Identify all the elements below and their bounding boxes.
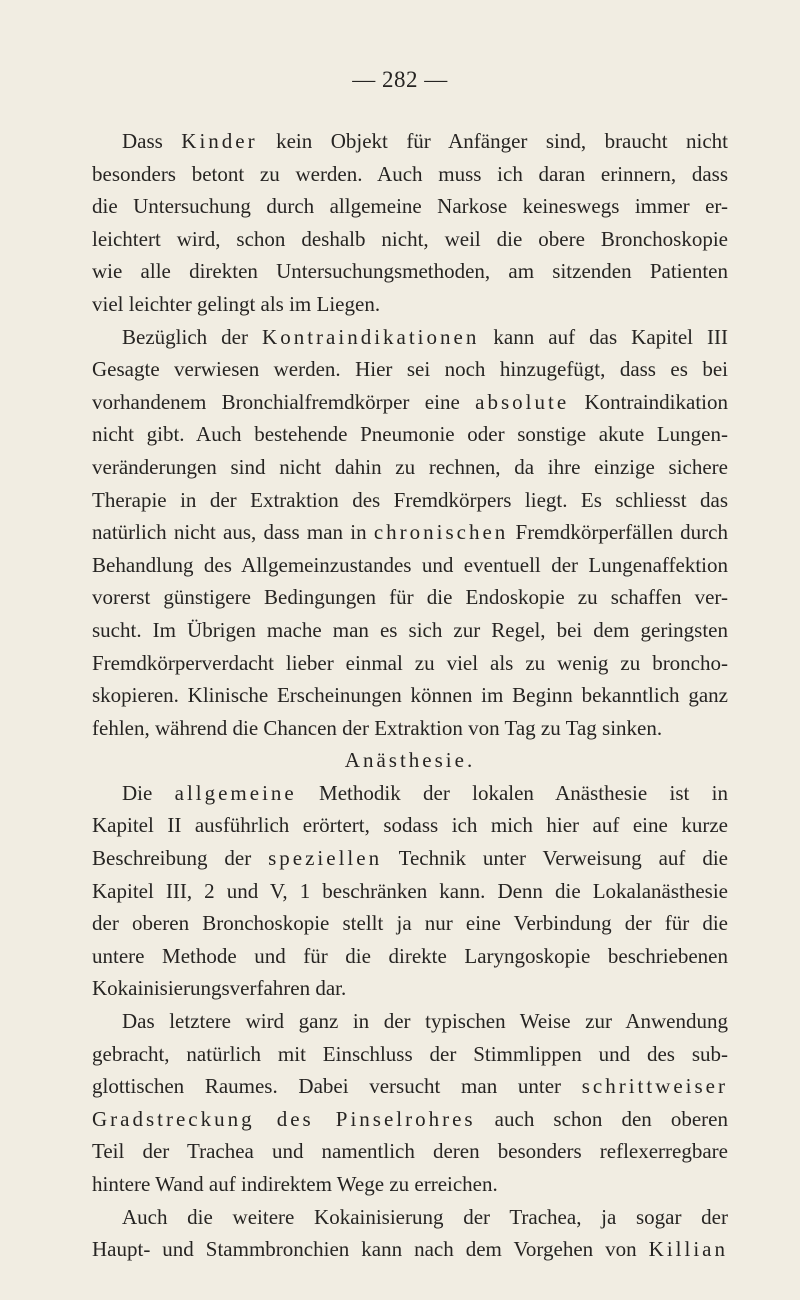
text-segment: auch schon den oberen bbox=[475, 1106, 728, 1131]
text-segment: Kontraindikation bbox=[569, 389, 728, 414]
text-line bbox=[92, 647, 728, 680]
emphasized-text: allgemeine bbox=[174, 780, 297, 805]
text-segment: Dass bbox=[122, 129, 182, 153]
text-line bbox=[92, 451, 728, 484]
text-line bbox=[92, 321, 728, 354]
text-line bbox=[92, 255, 728, 288]
text-segment: besonders betont zu werden. Auch muss ich daran erinnern, dass bbox=[92, 161, 728, 186]
text-line bbox=[92, 581, 728, 614]
text-line bbox=[92, 972, 728, 1005]
emphasized-text: Killian bbox=[648, 1237, 728, 1262]
text-line bbox=[92, 1070, 728, 1103]
text-segment: der oberen Bronchoskopie stellt ja nur eine Verbindung der für die bbox=[92, 911, 728, 936]
text-line bbox=[92, 223, 728, 256]
text-segment: Die bbox=[122, 780, 175, 805]
page-number: — 282 — bbox=[352, 67, 448, 92]
text-segment: sucht. Im Übrigen mache man es sich zur Regel, bei dem geringsten bbox=[92, 617, 728, 642]
text-segment: wie alle direkten Untersuchungsmethoden, am sitzenden Patienten bbox=[92, 259, 728, 284]
text-segment: Gesagte verwiesen werden. Hier sei noch hinzugefügt, dass es bei bbox=[92, 357, 728, 382]
text-line bbox=[92, 1038, 728, 1071]
emphasized-text: schrittweiser bbox=[581, 1074, 728, 1099]
text-segment: Teil der Trachea und namentlich deren besonders reflexerregbare bbox=[92, 1139, 728, 1164]
text-line bbox=[92, 1168, 728, 1201]
text-segment: hintere Wand auf indirektem Wege zu erreichen. bbox=[92, 1172, 498, 1196]
text-line bbox=[92, 875, 728, 908]
text-segment: glottischen Raumes. Dabei versucht man unter bbox=[92, 1074, 582, 1099]
text-line bbox=[92, 777, 728, 810]
text-segment: viel leichter gelingt als im Liegen. bbox=[92, 291, 381, 316]
body-text bbox=[92, 125, 728, 1266]
text-segment: vorerst günstigere Bedingungen für die Endoskopie zu schaffen ver- bbox=[92, 585, 728, 610]
text-line bbox=[92, 125, 728, 158]
text-segment: Anästhesie. bbox=[344, 748, 476, 773]
text-line bbox=[92, 1201, 728, 1234]
emphasized-text: Kinder bbox=[181, 129, 258, 153]
text-segment: fehlen, während die Chancen der Extraktion von Tag zu Tag sinken. bbox=[92, 715, 663, 740]
text-segment: Fremdkörperverdacht lieber einmal zu viel als zu wenig zu broncho- bbox=[92, 650, 728, 675]
text-line bbox=[92, 1233, 728, 1266]
text-line bbox=[92, 158, 728, 191]
text-line bbox=[92, 679, 728, 712]
text-line bbox=[92, 288, 728, 321]
emphasized-text: speziellen bbox=[268, 846, 383, 871]
text-segment: nicht gibt. Auch bestehende Pneumonie oder sonstige akute Lungen- bbox=[92, 422, 728, 447]
text-line bbox=[92, 190, 728, 223]
text-segment: Beschreibung der bbox=[92, 846, 269, 871]
text-line bbox=[92, 516, 728, 549]
text-line bbox=[92, 712, 728, 745]
text-line bbox=[92, 1135, 728, 1168]
text-line bbox=[92, 614, 728, 647]
text-segment: Methodik der lokalen Anästhesie ist in bbox=[296, 780, 728, 805]
text-segment: Fremdkörperfällen durch bbox=[508, 520, 728, 545]
section-heading bbox=[92, 744, 728, 777]
text-line bbox=[92, 1005, 728, 1038]
text-segment: Bezüglich der bbox=[122, 324, 263, 349]
text-line bbox=[92, 842, 728, 875]
emphasized-text: Kontraindikationen bbox=[262, 324, 480, 349]
text-segment: Behandlung des Allgemeinzustandes und eventuell der Lungenaffektion bbox=[92, 552, 728, 577]
text-segment: Kokainisierungsverfahren dar. bbox=[92, 976, 347, 1001]
text-segment: leichtert wird, schon deshalb nicht, weil die obere Bronchoskopie bbox=[92, 226, 728, 251]
text-segment: gebracht, natürlich mit Einschluss der Stimmlippen und des sub- bbox=[92, 1041, 728, 1066]
text-segment: kein Objekt für Anfänger sind, braucht nicht bbox=[257, 129, 728, 153]
text-segment: vorhandenem Bronchialfremdkörper eine bbox=[92, 389, 476, 414]
text-segment: Das letztere wird ganz in der typischen Weise zur Anwendung bbox=[122, 1009, 728, 1034]
text-segment: skopieren. Klinische Erscheinungen können im Beginn bekanntlich ganz bbox=[92, 683, 728, 708]
text-line bbox=[92, 484, 728, 517]
text-line bbox=[92, 1103, 728, 1136]
text-segment: Haupt- und Stammbronchien kann nach dem Vorgehen von bbox=[92, 1237, 649, 1262]
text-segment: die Untersuchung durch allgemeine Narkose keineswegs immer er- bbox=[92, 194, 728, 219]
text-line bbox=[92, 386, 728, 419]
text-line bbox=[92, 940, 728, 973]
emphasized-text: chronischen bbox=[373, 520, 509, 545]
text-line bbox=[92, 353, 728, 386]
text-segment: veränderungen sind nicht dahin zu rechnen, da ihre einzige sichere bbox=[92, 454, 728, 479]
text-segment: natürlich nicht aus, dass man in bbox=[92, 520, 374, 545]
emphasized-text: absolute bbox=[475, 389, 570, 414]
text-segment: Kapitel III, 2 und V, 1 beschränken kann. Denn die Lokalanästhesie bbox=[92, 878, 728, 903]
emphasized-text: Gradstreckung des Pinselrohres bbox=[92, 1106, 476, 1131]
text-line bbox=[92, 418, 728, 451]
text-segment: Technik unter Verweisung auf die bbox=[382, 846, 728, 871]
text-line bbox=[92, 907, 728, 940]
text-segment: Therapie in der Extraktion des Fremdkörpers liegt. Es schliesst das bbox=[92, 487, 728, 512]
text-segment: kann auf das Kapitel III bbox=[479, 324, 728, 349]
text-segment: untere Methode und für die direkte Laryngoskopie beschriebenen bbox=[92, 943, 728, 968]
text-segment: Auch die weitere Kokainisierung der Trachea, ja sogar der bbox=[122, 1204, 728, 1229]
text-segment: Kapitel II ausführlich erörtert, sodass ich mich hier auf eine kurze bbox=[92, 813, 728, 838]
text-line bbox=[92, 809, 728, 842]
text-line bbox=[92, 549, 728, 582]
